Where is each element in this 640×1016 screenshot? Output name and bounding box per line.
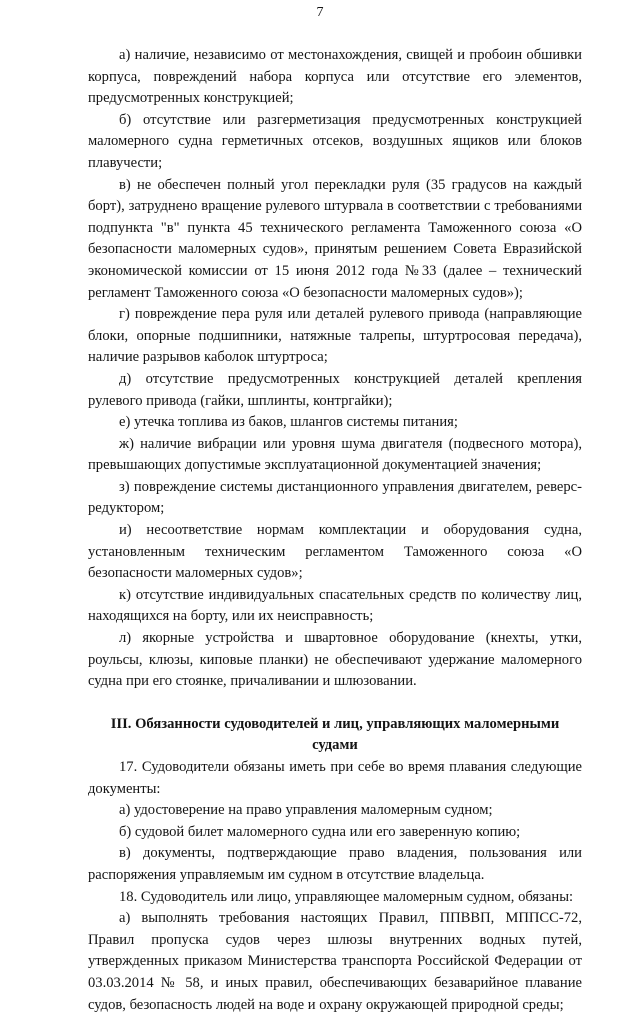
list-item-e: е) утечка топлива из баков, шлангов системы питания;: [119, 414, 458, 431]
list-item-b: б) отсутствие или разгерметизация предусмотренных конструкцией маломерного судна герметичных отсеков, воздушных ящиков или блоков плавучести;: [88, 111, 582, 171]
list-item-z: з) повреждение системы дистанционного управления двигателем, реверс-редуктором;: [88, 478, 582, 517]
list-item-i: и) несоответствие нормам комплектации и оборудования судна, установленным техническим регламентом Таможенного союза «О безопасности маломерных судов»;: [88, 522, 582, 582]
list-item-l: л) якорные устройства и швартовное оборудование (кнехты, утки, роульсы, клюзы, киповые планки) не обеспечивают удержание маломерного судна при его стоянке, причаливании и шлюзовании.: [88, 630, 582, 690]
section-heading: III. Обязанности судоводителей и лиц, управляющих маломерными судами: [110, 715, 560, 754]
clause-17-item-a: а) удостоверение на право управления маломерным судном;: [119, 802, 493, 819]
list-item-v: в) не обеспечен полный угол перекладки руля (35 градусов на каждый борт), затруднено вращение рулевого штурвала в соответствии с требованиями подпункта "в" пункта 45 технического регламента Таможенного союза «О безопасности маломерных судов», принятым решением Совета Евразийской экономической комиссии от 15 июня 2012 года №33 (далее – технический регламент Таможенного союза «О безопасности маломерных судов»);: [88, 176, 582, 301]
document-body: [88, 45, 582, 1016]
list-item-zh: ж) наличие вибрации или уровня шума двигателя (подвесного мотора), превышающих допустимые эксплуатационной документацией значения;: [88, 435, 582, 474]
list-item-g: г) повреждение пера руля или деталей рулевого привода (направляющие блоки, опорные подшипники, натяжные талрепы, штуртросовая передача), наличие разрывов каболок штуртроса;: [88, 306, 582, 366]
list-item-a: а) наличие, независимо от местонахождения, свищей и пробоин обшивки корпуса, повреждений набора корпуса или отсутствие его элементов, предусмотренных конструкцией;: [88, 47, 582, 107]
clause-17-item-v: в) документы, подтверждающие право владения, пользования или распоряжения управляемым им судном в отсутствие владельца.: [88, 845, 582, 883]
clause-18: 18. Судоводитель или лицо, управляющее маломерным судном, обязаны:: [119, 888, 574, 905]
list-item-d: д) отсутствие предусмотренных конструкцией деталей крепления рулевого привода (гайки, шплинты, контргайки);: [88, 370, 582, 409]
clause-17-item-b: б) судовой билет маломерного судна или его заверенную копию;: [119, 823, 521, 840]
clause-17: 17. Судоводители обязаны иметь при себе во время плавания следующие документы:: [88, 759, 582, 797]
page-number: 7: [316, 5, 324, 20]
list-item-k: к) отсутствие индивидуальных спасательных средств по количеству лиц, находящихся на борту, или их неисправность;: [88, 586, 582, 625]
clause-18-item-a: а) выполнять требования настоящих Правил, ППВВП, МППСС-72, Правил пропуска судов через шлюзы внутренних водных путей, утвержденных приказом Министерства транспорта Российской Федерации от 03.03.2014 № 58, и иных правил, обеспечивающих безаварийное плавание судов, безопасность людей на воде и охрану окружающей природной среды;: [88, 910, 582, 1013]
